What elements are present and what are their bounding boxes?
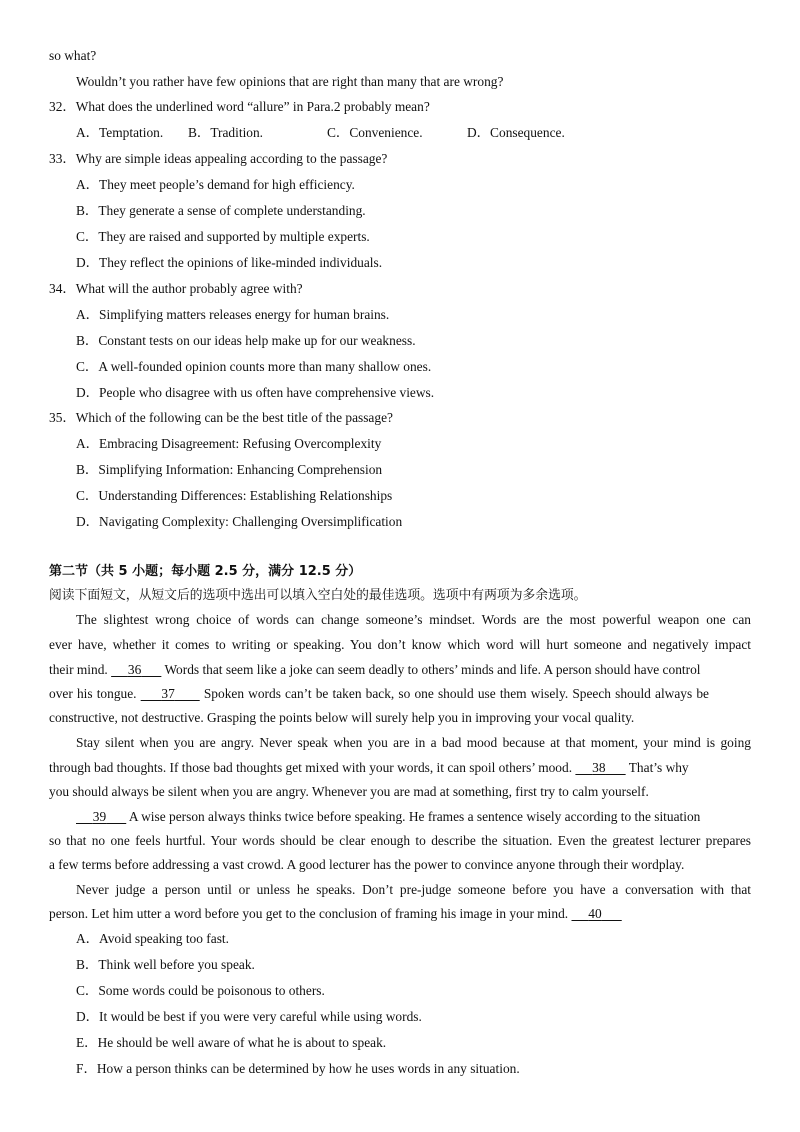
choice-d: D．It would be best if you were very careful while using words.: [76, 1009, 422, 1024]
passage-text: Spoken words can’t be taken back, so one should use them wisely. Speech should always be: [203, 686, 709, 701]
carryover-line: so what?: [49, 48, 97, 63]
q35-option-a: A．Embracing Disagreement: Refusing Overcomplexity: [76, 436, 382, 451]
q32-option-d: D．Consequence.: [467, 125, 565, 140]
passage-text: A wise person always thinks twice before speaking. He frames a sentence wisely according to the situation: [128, 809, 701, 824]
blank-37: 37: [161, 686, 175, 701]
passage-line: The slightest wrong choice of words can change someone’s mindset. Words are the most powerful weapon one can: [76, 612, 751, 627]
q35-option-d: D．Navigating Complexity: Challenging Oversimplification: [76, 514, 403, 529]
section-instruction: 阅读下面短文，从短文后的选项中选出可以填入空白处的最佳选项。选项中有两项为多余选项。: [49, 588, 587, 603]
passage-line: Never judge a person until or unless he speaks. Don’t pre-judge someone before you have a conversation with that: [76, 882, 751, 897]
q34-option-b: B．Constant tests on our ideas help make up for our weakness.: [76, 333, 416, 348]
blank-39: 39: [92, 809, 107, 824]
carryover-line: Wouldn’t you rather have few opinions that are right than many that are wrong?: [76, 74, 504, 89]
q33-option-a: A．They meet people’s demand for high efficiency.: [76, 177, 355, 192]
q34-option-d: D．People who disagree with us often have comprehensive views.: [76, 385, 435, 400]
question-35-stem: 35．Which of the following can be the best title of the passage?: [49, 410, 393, 425]
passage-line: Stay silent when you are angry. Never speak when you are in a bad mood because at that moment, your mind is going: [76, 735, 751, 750]
choice-f: F．How a person thinks can be determined by how he uses words in any situation.: [76, 1061, 520, 1076]
q35-option-b: B．Simplifying Information: Enhancing Comprehension: [76, 462, 383, 477]
passage-text: through bad thoughts. If those bad thoughts get mixed with your words, it can spoil others’ mood.: [49, 760, 573, 775]
passage-text: over his tongue.: [49, 686, 137, 701]
passage-line: [49, 685, 709, 703]
passage-text: their mind.: [49, 662, 108, 677]
passage-line: you should always be silent when you are angry. Whenever you are mad at something, first try to calm yourself.: [49, 784, 649, 799]
passage-text: That’s why: [628, 760, 689, 775]
choice-e: E．He should be well aware of what he is about to speak.: [76, 1035, 387, 1050]
q34-option-a: A．Simplifying matters releases energy for human brains.: [76, 307, 390, 322]
passage-line: [49, 661, 701, 679]
section-heading: 第二节（共 5 小题；每小题 2.5 分，满分 12.5 分）: [49, 564, 362, 579]
q33-option-d: D．They reflect the opinions of like-minded individuals.: [76, 255, 383, 270]
passage-text: Words that seem like a joke can seem deadly to others’ minds and life. A person should have control: [164, 662, 701, 677]
q35-option-c: C．Understanding Differences: Establishing Relationships: [76, 488, 393, 503]
q32-option-c: C．Convenience.: [327, 125, 423, 140]
q33-option-c: C．They are raised and supported by multiple experts.: [76, 229, 370, 244]
question-33-stem: 33．Why are simple ideas appealing according to the passage?: [49, 151, 388, 166]
q32-option-b: B．Tradition.: [188, 125, 264, 140]
choice-b: B．Think well before you speak.: [76, 957, 255, 972]
choice-a: A．Avoid speaking too fast.: [76, 931, 229, 946]
question-32-stem: 32．What does the underlined word “allure” in Para.2 probably mean?: [49, 99, 430, 114]
blank-36: 36: [127, 662, 142, 677]
choice-c: C．Some words could be poisonous to others.: [76, 983, 325, 998]
question-34-stem: 34．What will the author probably agree with?: [49, 281, 303, 296]
blank-40: 40: [588, 906, 602, 921]
passage-line: ever have, whether it comes to writing or speaking. You don’t know which word will hurt someone and negatively impact: [49, 637, 751, 652]
blank-38: 38: [592, 760, 606, 775]
passage-line: a few terms before addressing a vast crowd. A good lecturer has the power to convince anyone through their wordplay.: [49, 857, 685, 872]
passage-line: so that no one feels hurtful. Your words should be clear enough to describe the situation. Even the greatest lecturer prepares: [49, 833, 751, 848]
q34-option-c: C．A well-founded opinion counts more than many shallow ones.: [76, 359, 432, 374]
passage-line: constructive, not destructive. Grasping the points below will surely help you in improving your vocal quality.: [49, 710, 635, 725]
q32-option-a: A．Temptation.: [76, 125, 164, 140]
passage-line: [49, 759, 689, 777]
q33-option-b: B．They generate a sense of complete understanding.: [76, 203, 366, 218]
passage-text: person. Let him utter a word before you get to the conclusion of framing his image in your mind.: [49, 906, 569, 921]
passage-line: [76, 808, 700, 826]
passage-line: [49, 905, 622, 923]
